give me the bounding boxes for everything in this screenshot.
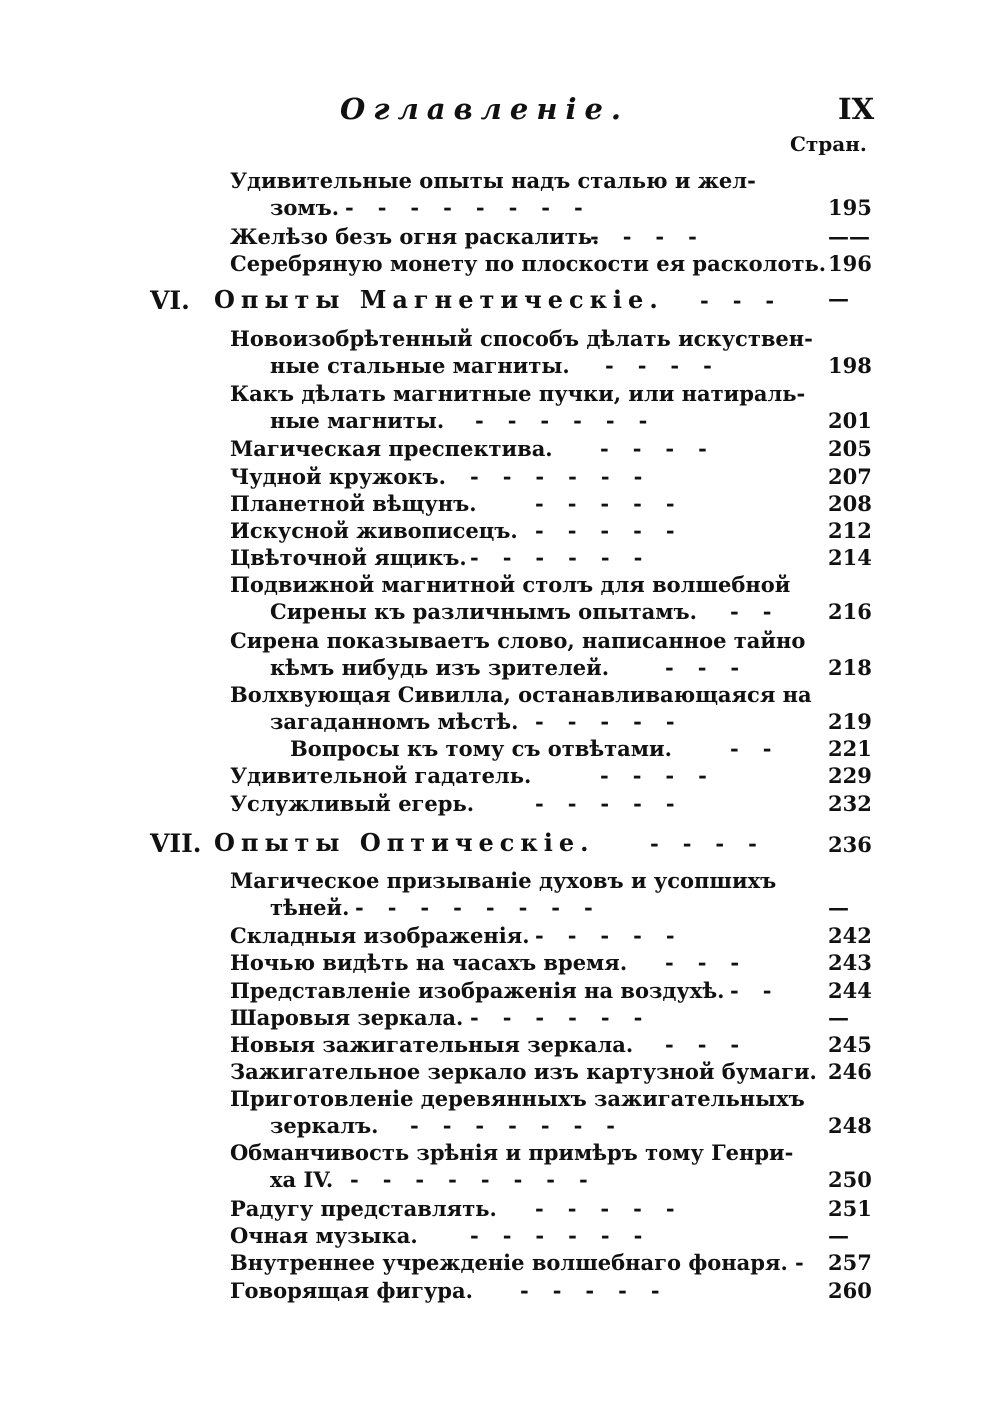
leader-dashes: ----	[590, 224, 721, 249]
toc-entry-title: Внутреннее учрежденіе волшебнаго фонаря.	[230, 1250, 788, 1275]
toc-entry-title: Очная музыка.	[230, 1223, 418, 1248]
toc-entry-title: Ночью видѣть на часахъ время.	[230, 950, 628, 975]
toc-entry-title-continued: Сирены къ различнымъ опытамъ.	[270, 599, 697, 624]
leader-dashes: ------	[470, 1005, 667, 1030]
toc-entry-title: Говорящая фигура.	[230, 1278, 473, 1303]
leader-dashes: -	[795, 1250, 828, 1275]
leader-dashes: ----	[600, 436, 731, 461]
toc-page-number: —	[828, 1223, 849, 1248]
leader-dashes: ---	[665, 1032, 764, 1057]
toc-page-number: 219	[828, 709, 872, 734]
leader-dashes: ---	[665, 950, 764, 975]
toc-entry-title: Зажигательное зеркало изъ картузной бумаги.	[230, 1059, 817, 1084]
section-title: Опыты Магнетическіе.	[214, 285, 664, 314]
toc-page-number: 195	[828, 195, 872, 220]
toc-page-number: 232	[828, 791, 872, 816]
toc-page-number: 250	[828, 1167, 872, 1192]
toc-entry-title: Цвѣточной ящикъ.	[230, 545, 467, 570]
toc-entry-title: Шаровыя зеркала.	[230, 1005, 464, 1030]
leader-dashes: -----	[535, 923, 699, 948]
toc-page-number: 198	[828, 353, 872, 378]
page-number: IX	[838, 92, 875, 126]
leader-dashes: ------	[475, 408, 672, 433]
toc-page-number: —	[828, 895, 849, 920]
leader-dashes: ----	[600, 763, 731, 788]
leader-dashes: ------	[470, 1223, 667, 1248]
toc-entry-title: Радугу представлять.	[230, 1196, 497, 1221]
toc-entry-title: Сирена показываетъ слово, написанное тайно	[230, 628, 806, 653]
toc-entry-title: Вопросы къ тому съ отвѣтами.	[290, 736, 672, 761]
toc-entry-title: Новыя зажигательныя зеркала.	[230, 1032, 634, 1057]
leader-dashes: ---	[700, 288, 799, 313]
toc-entry-title-continued: ха IV.	[270, 1167, 334, 1192]
toc-page-number: 218	[828, 655, 872, 680]
section-roman-numeral: VII.	[150, 829, 202, 858]
leader-dashes: --------	[350, 1167, 612, 1192]
toc-page-number: 201	[828, 408, 872, 433]
toc-page-number: 242	[828, 923, 872, 948]
toc-entry-title-continued: зомъ.	[270, 195, 340, 220]
toc-entry-title-continued: кѣмъ нибудь изъ зрителей.	[270, 655, 610, 680]
toc-entry-title-continued: загаданномъ мѣстѣ.	[270, 709, 519, 734]
toc-page-number: 229	[828, 763, 872, 788]
toc-entry-title-continued: ные стальные магниты.	[270, 353, 570, 378]
toc-entry-title: Планетной вѣщунъ.	[230, 491, 477, 516]
leader-dashes: -----	[535, 1196, 699, 1221]
toc-page-number: 246	[828, 1059, 872, 1084]
toc-page-number: 260	[828, 1278, 872, 1303]
section-page-number: 236	[828, 832, 872, 857]
leader-dashes: ---	[665, 655, 764, 680]
toc-page-number: 257	[828, 1250, 872, 1275]
toc-entry-title: Волхвующая Сивилла, останавливающаяся на	[230, 682, 812, 707]
toc-entry-title-continued: тѣней.	[270, 895, 350, 920]
section-page-number: —	[828, 286, 849, 311]
toc-entry-title: Подвижной магнитной столъ для волшебной	[230, 572, 791, 597]
toc-page-number: 243	[828, 950, 872, 975]
leader-dashes: ------	[470, 545, 667, 570]
toc-page-number: 207	[828, 464, 872, 489]
leader-dashes: -------	[410, 1113, 640, 1138]
toc-page-number: —	[828, 1005, 849, 1030]
toc-entry-title: Желѣзо безъ огня раскалить.	[230, 224, 600, 249]
leader-dashes: -----	[535, 709, 699, 734]
leader-dashes: -----	[535, 791, 699, 816]
toc-entry-title: Обманчивость зрѣнія и примѣръ тому Генри-	[230, 1140, 794, 1165]
toc-page-number: 205	[828, 436, 872, 461]
leader-dashes: ----	[605, 353, 736, 378]
leader-dashes: -----	[520, 1278, 684, 1303]
toc-page-number: 248	[828, 1113, 872, 1138]
toc-entry-title: Приготовленіе деревянныхъ зажигательныхъ	[230, 1086, 805, 1111]
toc-page-number: 196	[828, 251, 872, 276]
toc-entry-title: Серебряную монету по плоскости ея расколоть.	[230, 251, 827, 276]
toc-page-number: ——	[828, 224, 870, 249]
toc-entry-title: Представленіе изображенія на воздухѣ.	[230, 978, 725, 1003]
toc-entry-title: Магическая преспектива.	[230, 436, 553, 461]
toc-entry-title: Удивительные опыты надъ сталью и жел-	[230, 168, 756, 193]
leader-dashes: ------	[470, 464, 667, 489]
leader-dashes: --	[730, 599, 796, 624]
toc-page-number: 245	[828, 1032, 872, 1057]
toc-entry-title: Услужливый егерь.	[230, 791, 475, 816]
page-title: Оглавленіе.	[340, 92, 630, 126]
toc-page-number: 221	[828, 736, 872, 761]
toc-entry-title: Складныя изображенія.	[230, 923, 530, 948]
toc-page-number: 208	[828, 491, 872, 516]
toc-entry-title-continued: зеркалъ.	[270, 1113, 379, 1138]
toc-entry-title: Искусной живописецъ.	[230, 518, 518, 543]
leader-dashes: ----	[650, 831, 781, 856]
toc-entry-title: Какъ дѣлать магнитные пучки, или натираль-	[230, 381, 806, 406]
section-title: Опыты Оптическіе.	[214, 828, 595, 857]
leader-dashes: -----	[535, 518, 699, 543]
toc-page-number: 212	[828, 518, 872, 543]
toc-page-number: 251	[828, 1196, 872, 1221]
toc-page-number: 244	[828, 978, 872, 1003]
leader-dashes: -----	[535, 491, 699, 516]
toc-entry-title: Удивительной гадатель.	[230, 763, 532, 788]
leader-dashes: --	[730, 978, 796, 1003]
section-roman-numeral: VI.	[150, 286, 190, 315]
page-column-label: Стран.	[790, 132, 867, 156]
toc-entry-title: Новоизобрѣтенный способъ дѣлать искуствен-	[230, 326, 813, 351]
toc-entry-title: Магическое призываніе духовъ и усопшихъ	[230, 868, 777, 893]
leader-dashes: --------	[345, 195, 607, 220]
toc-entry-title: Чудной кружокъ.	[230, 464, 446, 489]
toc-entry-title-continued: ные магниты.	[270, 408, 445, 433]
leader-dashes: --	[730, 736, 796, 761]
toc-page-number: 216	[828, 599, 872, 624]
toc-page-number: 214	[828, 545, 872, 570]
leader-dashes: --------	[355, 895, 617, 920]
